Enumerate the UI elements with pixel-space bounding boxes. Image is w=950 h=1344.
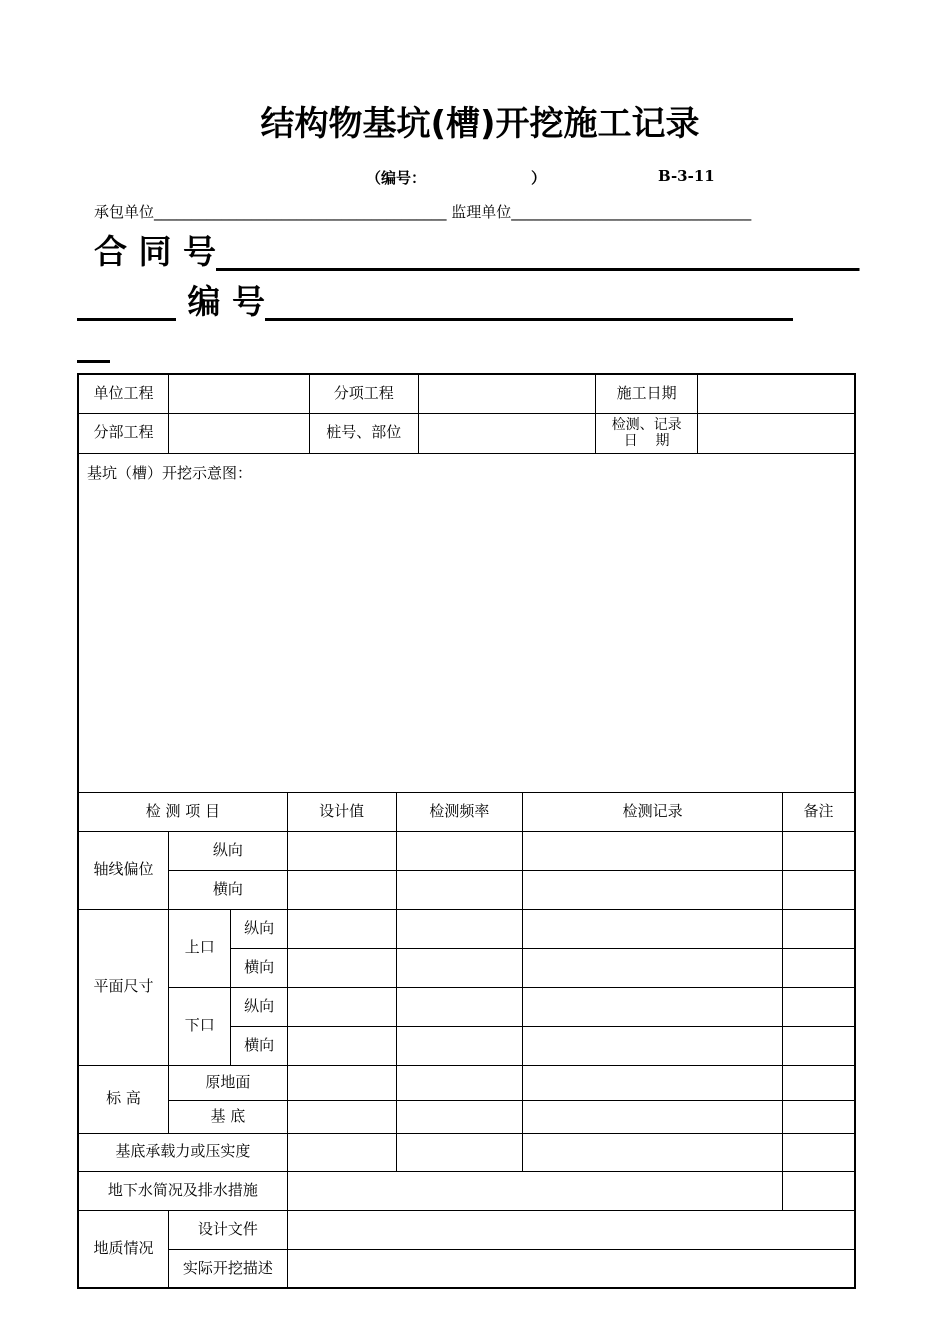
sub-item-project-label: 分项工程 — [309, 374, 418, 413]
record-cell[interactable] — [523, 948, 783, 987]
design-docs-label: 设计文件 — [169, 1210, 288, 1249]
frequency-cell[interactable] — [396, 1065, 523, 1100]
remarks-cell[interactable] — [782, 909, 855, 948]
groundwater-label: 地下水简况及排水措施 — [78, 1171, 287, 1210]
geology-row-1 — [78, 1210, 855, 1249]
design-value-cell[interactable] — [287, 987, 396, 1026]
remarks-cell[interactable] — [782, 1100, 855, 1133]
remarks-cell[interactable] — [782, 1026, 855, 1065]
diagram-label: 基坑（槽）开挖示意图： — [87, 463, 253, 482]
plane-size-label: 平面尺寸 — [78, 909, 169, 1065]
contract-field[interactable]: _______________________________________ — [215, 232, 860, 271]
elevation-row-1 — [78, 1065, 855, 1100]
remarks-cell[interactable] — [782, 831, 855, 870]
record-cell[interactable] — [523, 870, 783, 909]
frequency-cell[interactable] — [396, 870, 523, 909]
column-header-row — [78, 792, 855, 831]
remarks-cell[interactable] — [782, 1065, 855, 1100]
design-value-cell[interactable] — [287, 1026, 396, 1065]
contract-field-continued[interactable]: ______ — [77, 282, 176, 321]
groundwater-value[interactable] — [287, 1171, 782, 1210]
original-ground-label: 原地面 — [169, 1065, 288, 1100]
supervisor-field[interactable]: ________________________________ — [511, 203, 752, 221]
axis-transverse-label: 横向 — [169, 870, 288, 909]
construction-date-label: 施工日期 — [595, 374, 698, 413]
frequency-cell[interactable] — [396, 831, 523, 870]
number-field-continued[interactable]: __ — [77, 324, 110, 363]
number-label: 编 号 — [176, 282, 265, 321]
col-item: 检 测 项 目 — [78, 792, 287, 831]
remarks-cell[interactable] — [782, 987, 855, 1026]
contract-line — [94, 226, 859, 273]
number-close-paren: ） — [531, 169, 547, 187]
pile-location-label: 桩号、部位 — [309, 413, 418, 453]
frequency-cell[interactable] — [396, 909, 523, 948]
sub-project-value[interactable] — [169, 413, 310, 453]
groundwater-row — [78, 1171, 855, 1210]
col-frequency: 检测频率 — [396, 792, 523, 831]
frequency-cell[interactable] — [396, 1100, 523, 1133]
pile-location-value[interactable] — [418, 413, 595, 453]
frequency-cell[interactable] — [396, 1133, 523, 1171]
elevation-row-2 — [78, 1100, 855, 1133]
unit-project-label: 单位工程 — [78, 374, 169, 413]
diagram-area[interactable] — [78, 453, 855, 792]
header-row-1 — [78, 374, 855, 413]
axis-offset-row-1 — [78, 831, 855, 870]
inspection-date-label-line2: 日 期 — [623, 433, 670, 449]
number-line — [77, 276, 793, 323]
record-cell[interactable] — [523, 1065, 783, 1100]
frequency-cell[interactable] — [396, 1026, 523, 1065]
base-label: 基 底 — [169, 1100, 288, 1133]
top-longitudinal-label: 纵向 — [231, 909, 287, 948]
axis-offset-row-2 — [78, 870, 855, 909]
design-value-cell[interactable] — [287, 1065, 396, 1100]
design-value-cell[interactable] — [287, 909, 396, 948]
record-cell[interactable] — [523, 831, 783, 870]
col-design-value: 设计值 — [287, 792, 396, 831]
record-cell[interactable] — [523, 1133, 783, 1171]
contractor-label: 承包单位 — [94, 203, 155, 221]
header-row-2 — [78, 413, 855, 453]
record-table — [77, 373, 856, 1289]
bottom-opening-label: 下口 — [169, 987, 231, 1065]
geology-row-2 — [78, 1249, 855, 1288]
unit-project-value[interactable] — [169, 374, 310, 413]
contractor-field[interactable]: _______________________________________ — [154, 203, 447, 221]
sub-item-project-value[interactable] — [418, 374, 595, 413]
bottom-transverse-label: 横向 — [231, 1026, 287, 1065]
design-value-cell[interactable] — [287, 870, 396, 909]
plane-size-row-3 — [78, 987, 855, 1026]
number-open-label: （编号： — [366, 169, 427, 187]
contract-label: 合 同 号 — [94, 232, 216, 271]
elevation-label: 标 高 — [78, 1065, 169, 1133]
design-docs-value[interactable] — [287, 1210, 855, 1249]
record-cell[interactable] — [523, 1026, 783, 1065]
bearing-capacity-label: 基底承载力或压实度 — [78, 1133, 287, 1171]
top-opening-label: 上口 — [169, 909, 231, 987]
actual-description-label: 实际开挖描述 — [169, 1249, 288, 1288]
remarks-cell[interactable] — [782, 870, 855, 909]
remarks-cell[interactable] — [782, 948, 855, 987]
col-record: 检测记录 — [523, 792, 783, 831]
design-value-cell[interactable] — [287, 831, 396, 870]
inspection-date-label — [595, 413, 698, 453]
parties-line — [94, 201, 751, 222]
frequency-cell[interactable] — [396, 948, 523, 987]
col-remarks: 备注 — [782, 792, 855, 831]
supervisor-label: 监理单位 — [446, 203, 512, 221]
axis-offset-label: 轴线偏位 — [78, 831, 169, 909]
diagram-row — [78, 453, 855, 792]
remarks-cell[interactable] — [782, 1171, 855, 1210]
top-transverse-label: 横向 — [231, 948, 287, 987]
form-code: B-3-11 — [658, 167, 715, 185]
record-cell[interactable] — [523, 1100, 783, 1133]
bottom-longitudinal-label: 纵向 — [231, 987, 287, 1026]
actual-description-value[interactable] — [287, 1249, 855, 1288]
inspection-date-label-line1: 检测、记录 — [611, 416, 682, 433]
design-value-cell[interactable] — [287, 1133, 396, 1171]
number-field[interactable]: ________________________________ — [264, 282, 793, 321]
geology-label: 地质情况 — [78, 1210, 169, 1288]
axis-longitudinal-label: 纵向 — [169, 831, 288, 870]
design-value-cell[interactable] — [287, 948, 396, 987]
inspection-date-value[interactable] — [698, 413, 855, 453]
record-cell[interactable] — [523, 909, 783, 948]
design-value-cell[interactable] — [287, 1100, 396, 1133]
page-title: 结构物基坑(槽)开挖施工记录 — [260, 104, 700, 144]
frequency-cell[interactable] — [396, 987, 523, 1026]
remarks-cell[interactable] — [782, 1133, 855, 1171]
construction-date-value[interactable] — [698, 374, 855, 413]
bearing-capacity-row — [78, 1133, 855, 1171]
sub-project-label: 分部工程 — [78, 413, 169, 453]
record-cell[interactable] — [523, 987, 783, 1026]
plane-size-row-1 — [78, 909, 855, 948]
